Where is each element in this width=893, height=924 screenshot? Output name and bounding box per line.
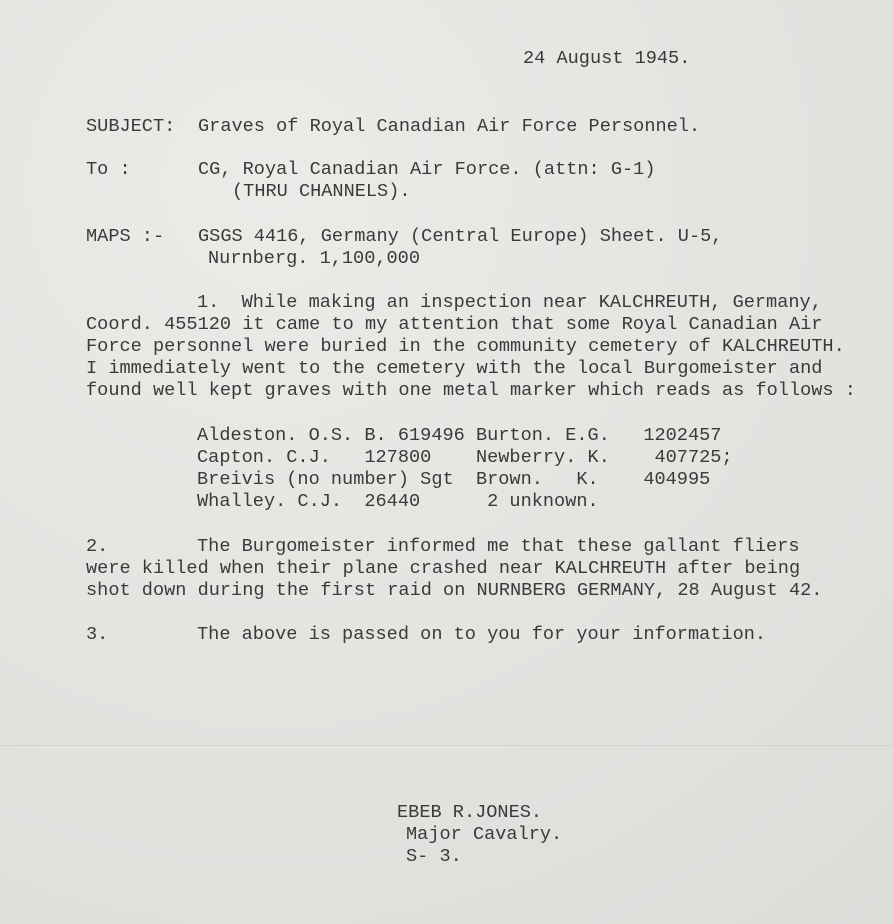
names-line: Capton. C.J. 127800 Newberry. K. 407725;	[197, 447, 733, 468]
maps-line-1: GSGS 4416, Germany (Central Europe) Sheet. U-5,	[198, 226, 723, 247]
subject-text: Graves of Royal Canadian Air Force Personnel.	[198, 116, 701, 137]
para3-text: The above is passed on to you for your information.	[197, 624, 767, 645]
signature-office: S- 3.	[406, 846, 462, 867]
para1-line: I immediately went to the cemetery with the local Burgomeister and	[86, 358, 823, 379]
names-line: Whalley. C.J. 26440 2 unknown.	[197, 491, 599, 512]
para1-line: Force personnel were buried in the community cemetery of KALCHREUTH.	[86, 336, 845, 357]
names-line: Breivis (no number) Sgt Brown. K. 404995	[197, 469, 711, 490]
paper-fold	[0, 745, 893, 746]
signature-name: EBEB R.JONES.	[397, 802, 543, 823]
to-line-1: CG, Royal Canadian Air Force. (attn: G-1)	[198, 159, 656, 180]
signature-rank: Major Cavalry.	[406, 824, 563, 845]
names-line: Aldeston. O.S. B. 619496 Burton. E.G. 1202457	[197, 425, 722, 446]
maps-label: MAPS :-	[86, 226, 165, 247]
para3-number: 3.	[86, 624, 109, 645]
para2-number: 2.	[86, 536, 109, 557]
subject-label: SUBJECT:	[86, 116, 176, 137]
para1-line: found well kept graves with one metal marker which reads as follows :	[86, 380, 856, 401]
para2-line: The Burgomeister informed me that these gallant fliers	[197, 536, 800, 557]
para1-line: Coord. 455120 it came to my attention that some Royal Canadian Air	[86, 314, 823, 335]
para2-line: shot down during the first raid on NURNBERG GERMANY, 28 August 42.	[86, 580, 823, 601]
maps-line-2: Nurnberg. 1,100,000	[208, 248, 421, 269]
document-date: 24 August 1945.	[523, 48, 691, 69]
para2-line: were killed when their plane crashed near KALCHREUTH after being	[86, 558, 801, 579]
to-line-2: (THRU CHANNELS).	[232, 181, 411, 202]
para1-line: 1. While making an inspection near KALCHREUTH, Germany,	[197, 292, 822, 313]
to-label: To :	[86, 159, 131, 180]
